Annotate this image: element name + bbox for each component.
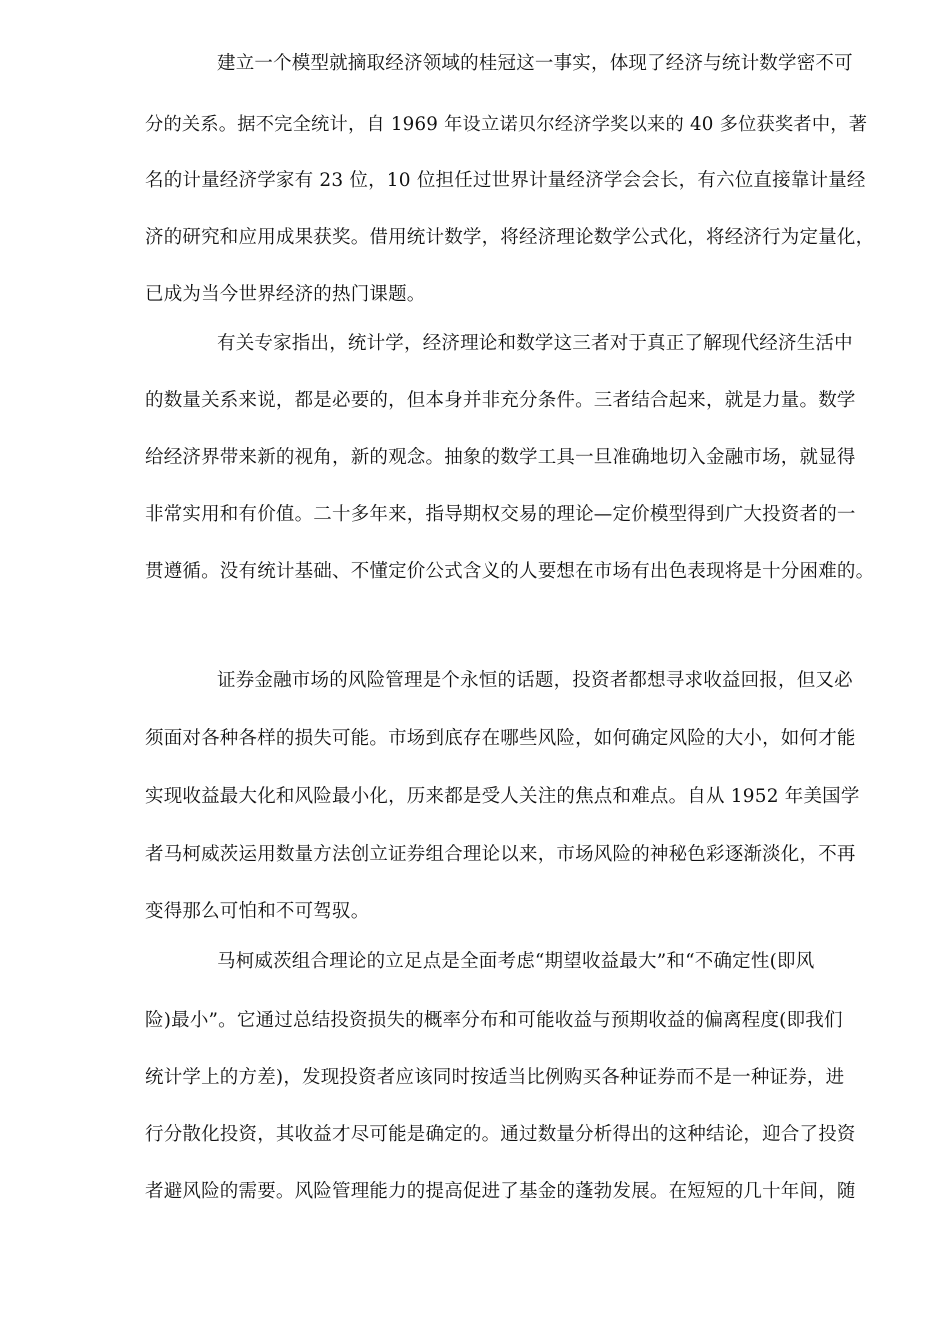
paragraph-3-line-3: 实现收益最大化和风险最小化，历来都是受人关注的焦点和难点。自从 1952 年美国学 [145, 786, 860, 807]
paragraph-1-line-3: 名的计量经济学家有 23 位，10 位担任过世界计量经济学会会长，有六位直接靠计量经 [145, 170, 866, 191]
paragraph-4-line-2: 险)最小”。它通过总结投资损失的概率分布和可能收益与预期收益的偏离程度(即我们 [145, 1010, 843, 1031]
paragraph-3-line-5: 变得那么可怕和不可驾驭。 [145, 901, 370, 922]
paragraph-3-line-4: 者马柯威茨运用数量方法创立证券组合理论以来，市场风险的神秘色彩逐渐淡化，不再 [145, 844, 856, 865]
paragraph-1-line-5: 已成为当今世界经济的热门课题。 [145, 284, 426, 305]
paragraph-2-line-1: 有关专家指出，统计学，经济理论和数学这三者对于真正了解现代经济生活中 [217, 333, 853, 354]
paragraph-4-line-5: 者避风险的需要。风险管理能力的提高促进了基金的蓬勃发展。在短短的几十年间，随 [145, 1181, 856, 1202]
paragraph-4-line-1: 马柯威茨组合理论的立足点是全面考虑“期望收益最大”和“不确定性(即风 [217, 951, 815, 972]
paragraph-1-line-1: 建立一个模型就摘取经济领域的桂冠这一事实，体现了经济与统计数学密不可 [217, 53, 853, 74]
paragraph-1-line-2: 分的关系。据不完全统计，自 1969 年设立诺贝尔经济学奖以来的 40 多位获奖者中，著 [145, 114, 868, 135]
paragraph-2-line-5: 贯遵循。没有统计基础、不懂定价公式含义的人要想在市场有出色表现将是十分困难的。 [145, 561, 875, 582]
paragraph-1-line-4: 济的研究和应用成果获奖。借用统计数学，将经济理论数学公式化，将经济行为定量化， [145, 227, 875, 248]
paragraph-3-line-1: 证券金融市场的风险管理是个永恒的话题，投资者都想寻求收益回报，但又必 [217, 670, 853, 691]
paragraph-4-line-4: 行分散化投资，其收益才尽可能是确定的。通过数量分析得出的这种结论，迎合了投资 [145, 1124, 856, 1145]
paragraph-4-line-3: 统计学上的方差)，发现投资者应该同时按适当比例购买各种证券而不是一种证券，进 [145, 1067, 845, 1088]
paragraph-3-line-2: 须面对各种各样的损失可能。市场到底存在哪些风险，如何确定风险的大小，如何才能 [145, 728, 856, 749]
paragraph-2-line-3: 给经济界带来新的视角，新的观念。抽象的数学工具一旦准确地切入金融市场，就显得 [145, 447, 856, 468]
paragraph-2-line-2: 的数量关系来说，都是必要的，但本身并非充分条件。三者结合起来，就是力量。数学 [145, 390, 856, 411]
paragraph-2-line-4: 非常实用和有价值。二十多年来，指导期权交易的理论—定价模型得到广大投资者的一 [145, 504, 856, 525]
